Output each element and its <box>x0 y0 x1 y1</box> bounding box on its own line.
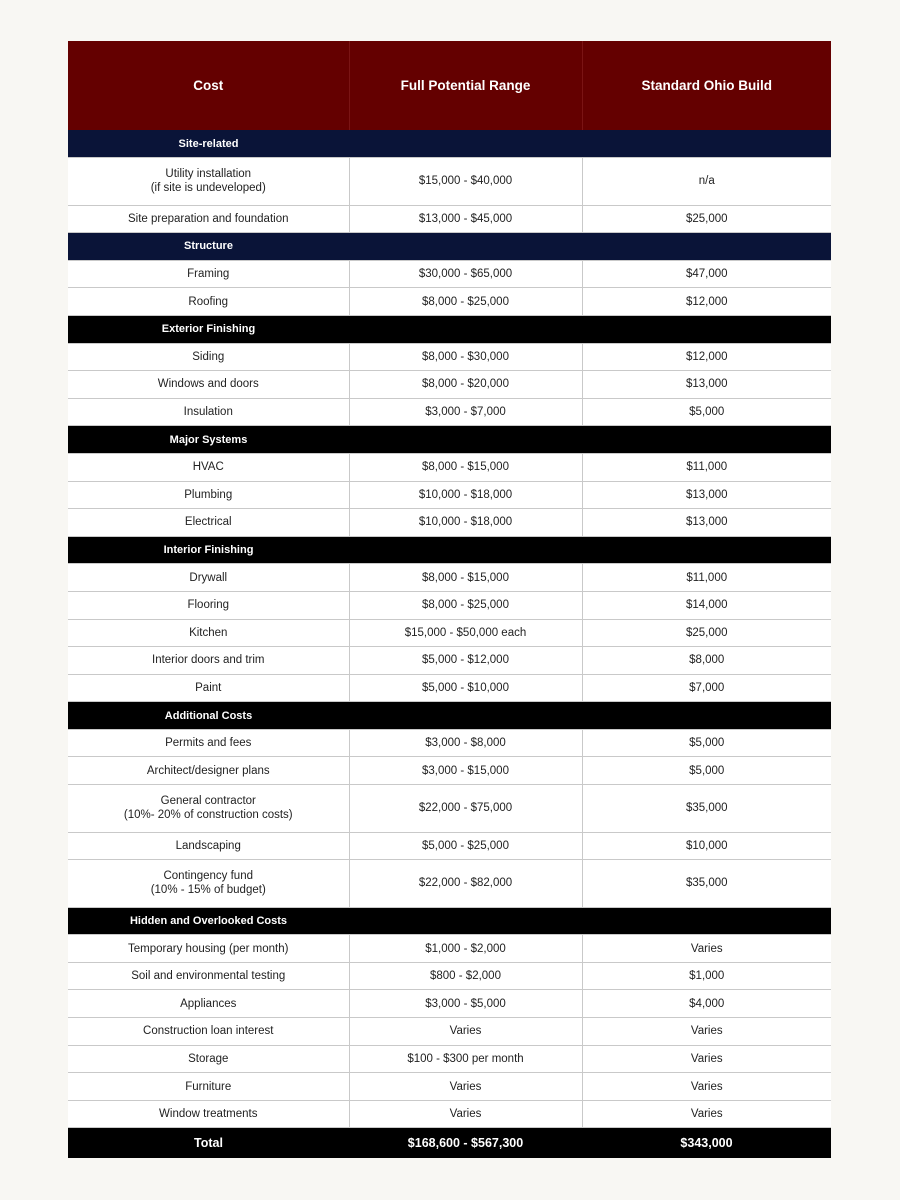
range-value: $5,000 - $12,000 <box>349 647 582 675</box>
table-row <box>68 288 831 316</box>
total-standard: $343,000 <box>582 1128 831 1158</box>
range-value: $13,000 - $45,000 <box>349 205 582 233</box>
cost-item <box>68 832 349 860</box>
cost-item <box>68 860 349 908</box>
standard-value: $4,000 <box>582 990 831 1018</box>
cost-item <box>68 398 349 426</box>
section-spacer <box>349 426 582 454</box>
cost-item-label: Window treatments <box>159 1108 258 1121</box>
cost-item-label: Contingency fund <box>163 870 253 883</box>
cost-item-label: Landscaping <box>175 839 241 852</box>
table-row <box>68 832 831 860</box>
cost-item-label: Plumbing <box>184 488 233 501</box>
standard-value: Varies <box>582 1018 831 1046</box>
table-row <box>68 371 831 399</box>
cost-item-label: General contractor <box>160 795 256 808</box>
table-row <box>68 860 831 908</box>
total-row <box>68 1128 831 1158</box>
table-row <box>68 785 831 833</box>
table-row <box>68 962 831 990</box>
section-title: Major Systems <box>68 426 349 454</box>
table-row <box>68 1100 831 1128</box>
range-value: $8,000 - $15,000 <box>349 564 582 592</box>
cost-item-label: Interior doors and trim <box>152 654 265 667</box>
cost-item-label: Architect/designer plans <box>146 764 270 777</box>
table-row <box>68 1045 831 1073</box>
section-spacer <box>349 907 582 935</box>
cost-item-label: Drywall <box>189 571 228 584</box>
section-spacer <box>582 426 831 454</box>
cost-item <box>68 509 349 537</box>
table-row <box>68 619 831 647</box>
standard-value: Varies <box>582 935 831 963</box>
cost-item <box>68 1100 349 1128</box>
section-title: Hidden and Overlooked Costs <box>68 907 349 935</box>
cost-item-label: Paint <box>195 681 222 694</box>
cost-item <box>68 564 349 592</box>
standard-value: $47,000 <box>582 260 831 288</box>
section-header-row <box>68 426 831 454</box>
range-value: $8,000 - $30,000 <box>349 343 582 371</box>
standard-value: $13,000 <box>582 509 831 537</box>
range-value: $5,000 - $10,000 <box>349 674 582 702</box>
cost-item-label: Site preparation and foundation <box>128 212 289 225</box>
section-spacer <box>349 315 582 343</box>
cost-item <box>68 343 349 371</box>
section-header-row <box>68 907 831 935</box>
table-header-row <box>68 41 831 130</box>
cost-item-label: Electrical <box>184 516 232 529</box>
standard-value: $12,000 <box>582 288 831 316</box>
table-row <box>68 398 831 426</box>
cost-item <box>68 785 349 833</box>
cost-item <box>68 757 349 785</box>
cost-item-label: Siding <box>192 350 225 363</box>
range-value: $8,000 - $20,000 <box>349 371 582 399</box>
section-spacer <box>349 702 582 730</box>
table-row <box>68 647 831 675</box>
table-row <box>68 935 831 963</box>
section-header-row <box>68 702 831 730</box>
table-row <box>68 1018 831 1046</box>
header-standard-ohio-build: Standard Ohio Build <box>582 41 831 130</box>
cost-item <box>68 674 349 702</box>
table-row <box>68 757 831 785</box>
section-spacer <box>582 130 831 158</box>
standard-value: $12,000 <box>582 343 831 371</box>
table-row <box>68 729 831 757</box>
section-title: Exterior Finishing <box>68 315 349 343</box>
table-row <box>68 564 831 592</box>
standard-value: $5,000 <box>582 729 831 757</box>
range-value: $10,000 - $18,000 <box>349 509 582 537</box>
cost-item-label: Windows and doors <box>157 378 259 391</box>
cost-item <box>68 158 349 206</box>
table-row <box>68 260 831 288</box>
cost-item <box>68 990 349 1018</box>
total-range: $168,600 - $567,300 <box>349 1128 582 1158</box>
cost-item-label: Flooring <box>187 599 230 612</box>
section-spacer <box>349 130 582 158</box>
cost-item-label: Kitchen <box>189 626 228 639</box>
cost-item <box>68 729 349 757</box>
cost-item <box>68 591 349 619</box>
cost-item <box>68 619 349 647</box>
section-spacer <box>349 536 582 564</box>
cost-item-label: Soil and environmental testing <box>131 970 286 983</box>
range-value: $800 - $2,000 <box>349 962 582 990</box>
section-spacer <box>582 702 831 730</box>
table-row <box>68 1073 831 1101</box>
standard-value: Varies <box>582 1100 831 1128</box>
standard-value: $25,000 <box>582 619 831 647</box>
range-value: $5,000 - $25,000 <box>349 832 582 860</box>
standard-value: $11,000 <box>582 453 831 481</box>
table-row <box>68 343 831 371</box>
range-value: $3,000 - $5,000 <box>349 990 582 1018</box>
cost-item-label: Construction loan interest <box>143 1025 274 1038</box>
range-value: Varies <box>349 1073 582 1101</box>
range-value: Varies <box>349 1100 582 1128</box>
section-title: Site-related <box>68 130 349 158</box>
range-value: $30,000 - $65,000 <box>349 260 582 288</box>
table-row <box>68 481 831 509</box>
range-value: $1,000 - $2,000 <box>349 935 582 963</box>
cost-item-label: Roofing <box>188 295 229 308</box>
range-value: $15,000 - $50,000 each <box>349 619 582 647</box>
range-value: $8,000 - $25,000 <box>349 288 582 316</box>
standard-value: $10,000 <box>582 832 831 860</box>
standard-value: $35,000 <box>582 785 831 833</box>
section-title: Interior Finishing <box>68 536 349 564</box>
table-row <box>68 453 831 481</box>
standard-value: $8,000 <box>582 647 831 675</box>
table-row <box>68 591 831 619</box>
section-title: Additional Costs <box>68 702 349 730</box>
standard-value: Varies <box>582 1045 831 1073</box>
cost-item-label: Permits and fees <box>165 737 252 750</box>
range-value: $3,000 - $8,000 <box>349 729 582 757</box>
table-row <box>68 990 831 1018</box>
standard-value: $13,000 <box>582 371 831 399</box>
cost-item-label: Insulation <box>183 406 233 419</box>
cost-table <box>68 41 831 1158</box>
section-spacer <box>582 315 831 343</box>
cost-item <box>68 481 349 509</box>
range-value: $15,000 - $40,000 <box>349 158 582 206</box>
cost-item-label: Appliances <box>180 997 237 1010</box>
cost-item-label: Storage <box>188 1052 229 1065</box>
standard-value: Varies <box>582 1073 831 1101</box>
header-full-potential-range: Full Potential Range <box>349 41 582 130</box>
cost-item-label: HVAC <box>192 461 224 474</box>
cost-item-note: (if site is undeveloped) <box>150 182 266 195</box>
section-header-row <box>68 130 831 158</box>
range-value: $3,000 - $15,000 <box>349 757 582 785</box>
section-header-row <box>68 233 831 261</box>
cost-item <box>68 1045 349 1073</box>
range-value: $22,000 - $82,000 <box>349 860 582 908</box>
cost-item <box>68 647 349 675</box>
range-value: $22,000 - $75,000 <box>349 785 582 833</box>
range-value: $8,000 - $15,000 <box>349 453 582 481</box>
cost-item <box>68 453 349 481</box>
range-value: $100 - $300 per month <box>349 1045 582 1073</box>
range-value: $8,000 - $25,000 <box>349 591 582 619</box>
cost-item-note: (10% - 15% of budget) <box>150 884 266 897</box>
standard-value: $14,000 <box>582 591 831 619</box>
section-title: Structure <box>68 233 349 261</box>
range-value: $3,000 - $7,000 <box>349 398 582 426</box>
table-row <box>68 674 831 702</box>
cost-item <box>68 1018 349 1046</box>
standard-value: $1,000 <box>582 962 831 990</box>
cost-item <box>68 260 349 288</box>
header-cost: Cost <box>68 41 349 130</box>
total-label: Total <box>68 1128 349 1158</box>
cost-item-label: Utility installation <box>165 168 252 181</box>
cost-item <box>68 935 349 963</box>
standard-value: $35,000 <box>582 860 831 908</box>
section-spacer <box>582 907 831 935</box>
section-header-row <box>68 315 831 343</box>
cost-item <box>68 962 349 990</box>
standard-value: $13,000 <box>582 481 831 509</box>
cost-item-label: Temporary housing (per month) <box>128 942 289 955</box>
cost-item <box>68 288 349 316</box>
cost-item <box>68 205 349 233</box>
section-header-row <box>68 536 831 564</box>
cost-item-label: Framing <box>187 268 230 281</box>
range-value: Varies <box>349 1018 582 1046</box>
section-spacer <box>582 233 831 261</box>
section-spacer <box>582 536 831 564</box>
cost-table-container <box>68 41 831 1158</box>
section-spacer <box>349 233 582 261</box>
cost-item-label: Furniture <box>185 1080 232 1093</box>
standard-value: $25,000 <box>582 205 831 233</box>
cost-item <box>68 371 349 399</box>
standard-value: $5,000 <box>582 398 831 426</box>
standard-value: n/a <box>582 158 831 206</box>
standard-value: $7,000 <box>582 674 831 702</box>
cost-item <box>68 1073 349 1101</box>
table-row <box>68 205 831 233</box>
standard-value: $11,000 <box>582 564 831 592</box>
table-row <box>68 158 831 206</box>
table-row <box>68 509 831 537</box>
cost-item-note: (10%- 20% of construction costs) <box>123 809 293 822</box>
standard-value: $5,000 <box>582 757 831 785</box>
range-value: $10,000 - $18,000 <box>349 481 582 509</box>
